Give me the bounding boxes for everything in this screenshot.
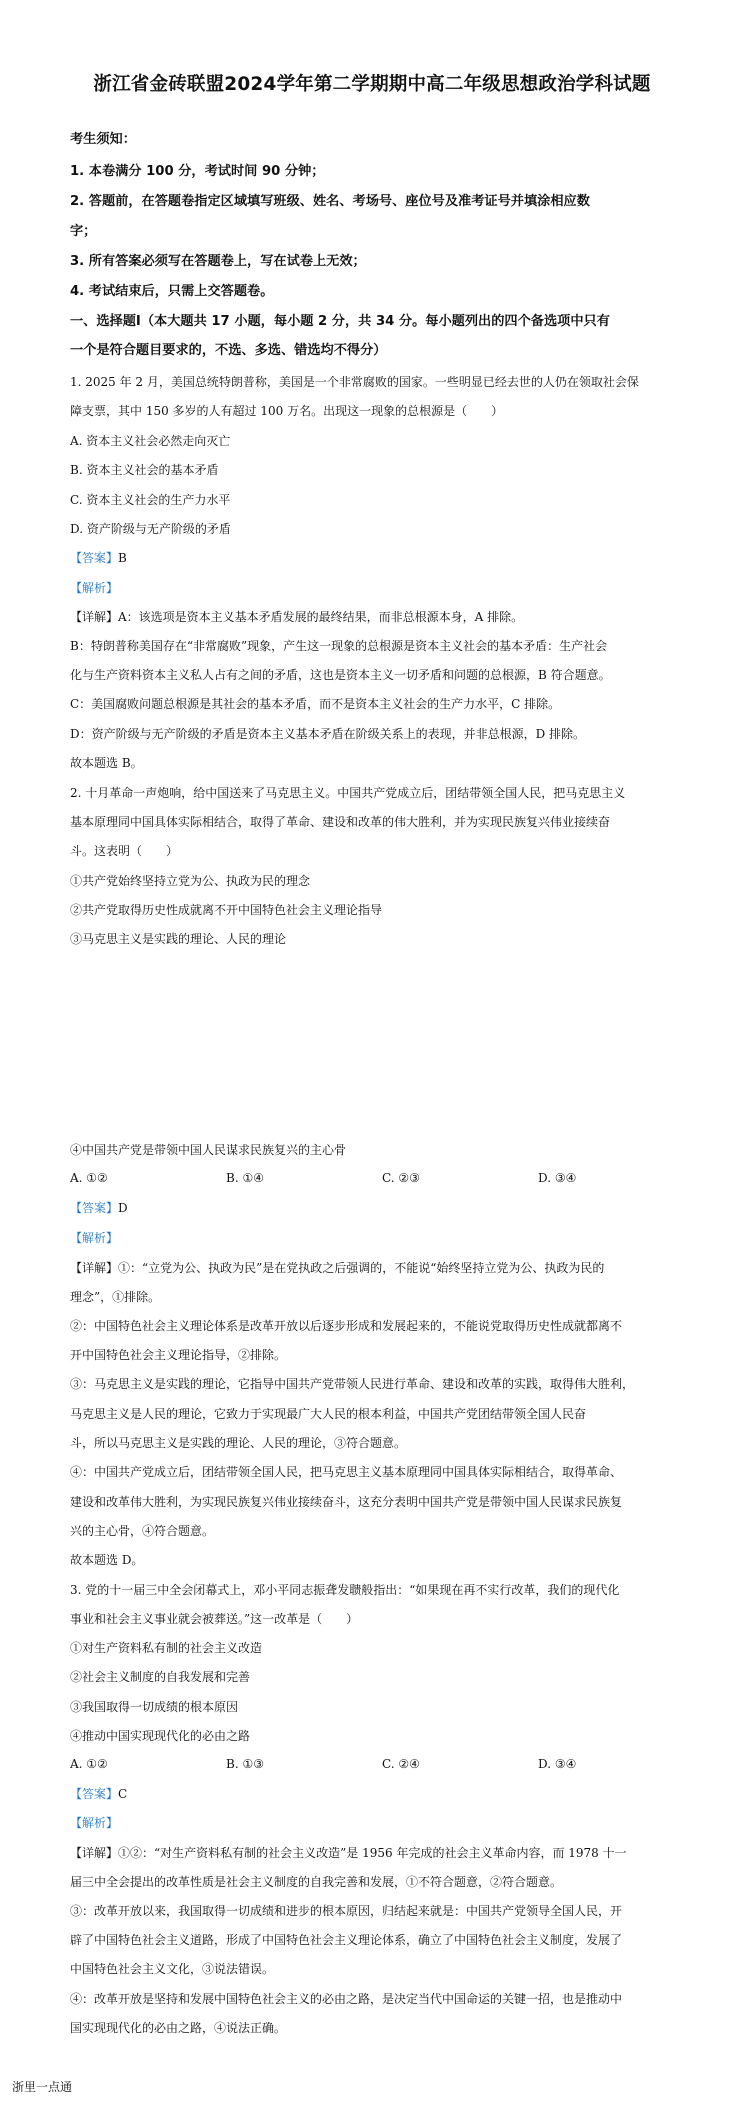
detail-text: 化与生产资料资本主义私人占有之间的矛盾，这也是资本主义一切矛盾和问题的总根源，B 符合题意。 (70, 668, 611, 682)
detail-text: 斗，所以马克思主义是实践的理论、人民的理论，③符合题意。 (70, 1436, 407, 1450)
detail-text: ④：改革开放是坚持和发展中国特色社会主义的必由之路，是决定当代中国命运的关键一招，也是推动中 (70, 1992, 623, 2006)
detail-text: 建设和改革伟大胜利，为实现民族复兴伟业接续奋斗，这充分表明中国共产党是带领中国人民谋求民族复 (70, 1495, 623, 1509)
analysis-tag: 【解析】 (70, 1816, 119, 1830)
detail-text: ③：马克思主义是实践的理论，它指导中国共产党带领人民进行革命、建设和改革的实践，取得伟大胜利， (70, 1377, 635, 1391)
statement-4: ④中国共产党是带领中国人民谋求民族复兴的主心骨 (70, 1143, 347, 1157)
footer-watermark: 浙里一点通 (12, 2080, 73, 2094)
detail-text: D：资产阶级与无产阶级的矛盾是资本主义基本矛盾在阶级关系上的表现，并非总根源，D 排除。 (70, 727, 586, 741)
answer-value: B (118, 551, 127, 565)
option-b: B. 资本主义社会的基本矛盾 (70, 463, 219, 477)
conclusion: 故本题选 D。 (70, 1553, 144, 1567)
options-row (70, 1171, 682, 1187)
detail-text: 开中国特色社会主义理论指导，②排除。 (70, 1348, 287, 1362)
detail-tag: 【详解】 (70, 610, 119, 624)
answer-tag: 【答案】 (70, 1201, 119, 1215)
notice-item: 3. 所有答案必须写在答题卷上，写在试卷上无效； (70, 254, 366, 269)
statement-2: ②共产党取得历史性成就离不开中国特色社会主义理论指导 (70, 903, 383, 917)
statement-3: ③我国取得一切成绩的根本原因 (70, 1700, 239, 1714)
question-3-stem: 事业和社会主义事业就会被葬送。”这一改革是（ ） (70, 1612, 359, 1626)
option-b: B. ①③ (226, 1757, 264, 1771)
detail-text: 马克思主义是人民的理论，它致力于实现最广大人民的根本利益，中国共产党团结带领全国人民奋 (70, 1407, 587, 1421)
detail-line (70, 609, 682, 625)
page-title: 浙江省金砖联盟2024学年第二学期期中高二年级思想政治学科试题 (93, 74, 651, 95)
detail-text: A：该选项是资本主义基本矛盾发展的最终结果，而非总根源本身，A 排除。 (118, 610, 524, 624)
question-2-stem: 2. 十月革命一声炮响，给中国送来了马克思主义。中国共产党成立后，团结带领全国人民，把马克思主义 (70, 786, 626, 800)
option-b: B. ①④ (226, 1171, 264, 1185)
question-2-stem: 斗。这表明（ ） (70, 844, 179, 858)
statement-4: ④推动中国实现现代化的必由之路 (70, 1729, 251, 1743)
options-row (70, 1757, 682, 1773)
option-a: A. ①② (70, 1757, 108, 1771)
detail-text: 届三中全会提出的改革性质是社会主义制度的自我完善和发展，①不符合题意，②符合题意。 (70, 1875, 563, 1889)
detail-line (70, 1845, 682, 1861)
statement-1: ①共产党始终坚持立党为公、执政为民的理念 (70, 874, 311, 888)
statement-2: ②社会主义制度的自我发展和完善 (70, 1670, 251, 1684)
option-c: C. ②④ (382, 1757, 420, 1771)
statement-3: ③马克思主义是实践的理论、人民的理论 (70, 932, 287, 946)
detail-tag: 【详解】 (70, 1846, 119, 1860)
answer-value: C (118, 1787, 128, 1801)
option-a: A. 资本主义社会必然走向灭亡 (70, 434, 231, 448)
option-c: C. ②③ (382, 1171, 420, 1185)
detail-line (70, 1260, 682, 1276)
option-d: D. 资产阶级与无产阶级的矛盾 (70, 522, 231, 536)
notice-heading: 考生须知： (70, 132, 136, 147)
notice-item: 2. 答题前，在答题卷指定区域填写班级、姓名、考场号、座位号及准考证号并填涂相应数 (70, 194, 590, 209)
option-c: C. 资本主义社会的生产力水平 (70, 493, 231, 507)
question-2-stem: 基本原理同中国具体实际相结合，取得了革命、建设和改革的伟大胜利，并为实现民族复兴伟业接续奋 (70, 815, 611, 829)
answer-line (70, 1200, 682, 1216)
notice-item: 4. 考试结束后，只需上交答题卷。 (70, 284, 274, 299)
detail-text: 理念”，①排除。 (70, 1290, 161, 1304)
detail-text: ③：改革开放以来，我国取得一切成绩和进步的根本原因，归结起来就是：中国共产党领导全国人民，开 (70, 1904, 623, 1918)
detail-text: 辟了中国特色社会主义道路，形成了中国特色社会主义理论体系，确立了中国特色社会主义制度，发展了 (70, 1933, 623, 1947)
notice-item: 字； (70, 224, 97, 239)
detail-tag: 【详解】 (70, 1261, 119, 1275)
detail-text: ①：“立党为公、执政为民”是在党执政之后强调的，不能说“始终坚持立党为公、执政为民的 (118, 1261, 605, 1275)
detail-text: 国实现现代化的必由之路，④说法正确。 (70, 2021, 287, 2035)
question-3-stem: 3. 党的十一届三中全会闭幕式上，邓小平同志振聋发聩般指出：“如果现在再不实行改革，我们的现代化 (70, 1583, 620, 1597)
analysis-tag: 【解析】 (70, 581, 119, 595)
answer-tag: 【答案】 (70, 551, 119, 565)
detail-text: C：美国腐败问题总根源是其社会的基本矛盾，而不是资本主义社会的生产力水平，C 排除。 (70, 697, 561, 711)
answer-value: D (118, 1201, 128, 1215)
detail-text: 中国特色社会主义文化，③说法错误。 (70, 1962, 275, 1976)
detail-text: 兴的主心骨，④符合题意。 (70, 1524, 215, 1538)
answer-tag: 【答案】 (70, 1787, 119, 1801)
detail-text: ②：中国特色社会主义理论体系是改革开放以后逐步形成和发展起来的，不能说党取得历史性成就都离不 (70, 1319, 623, 1333)
option-d: D. ③④ (538, 1757, 577, 1771)
section-heading: 一个是符合题目要求的，不选、多选、错选均不得分） (70, 343, 387, 358)
detail-text: ④：中国共产党成立后，团结带领全国人民，把马克思主义基本原理同中国具体实际相结合，取得革命、 (70, 1465, 623, 1479)
option-a: A. ①② (70, 1171, 108, 1185)
option-d: D. ③④ (538, 1171, 577, 1185)
analysis-tag: 【解析】 (70, 1231, 119, 1245)
question-1-stem: 1. 2025 年 2 月，美国总统特朗普称，美国是一个非常腐败的国家。一些明显已经去世的人仍在领取社会保 (70, 375, 639, 389)
answer-line (70, 1786, 682, 1802)
question-1-stem: 障支票，其中 150 多岁的人有超过 100 万名。出现这一现象的总根源是（ ） (70, 404, 504, 418)
section-heading: 一、选择题Ⅰ（本大题共 17 小题，每小题 2 分，共 34 分。每小题列出的四个备选项中只有 (70, 314, 610, 329)
detail-text: ①②：“对生产资料私有制的社会主义改造”是 1956 年完成的社会主义革命内容，而 1978 十一 (118, 1846, 627, 1860)
notice-item: 1. 本卷满分 100 分，考试时间 90 分钟； (70, 164, 325, 179)
detail-text: B：特朗普称美国存在“非常腐败”现象，产生这一现象的总根源是资本主义社会的基本矛盾：生产社会 (70, 639, 608, 653)
conclusion: 故本题选 B。 (70, 756, 143, 770)
answer-line (70, 550, 682, 566)
statement-1: ①对生产资料私有制的社会主义改造 (70, 1641, 263, 1655)
